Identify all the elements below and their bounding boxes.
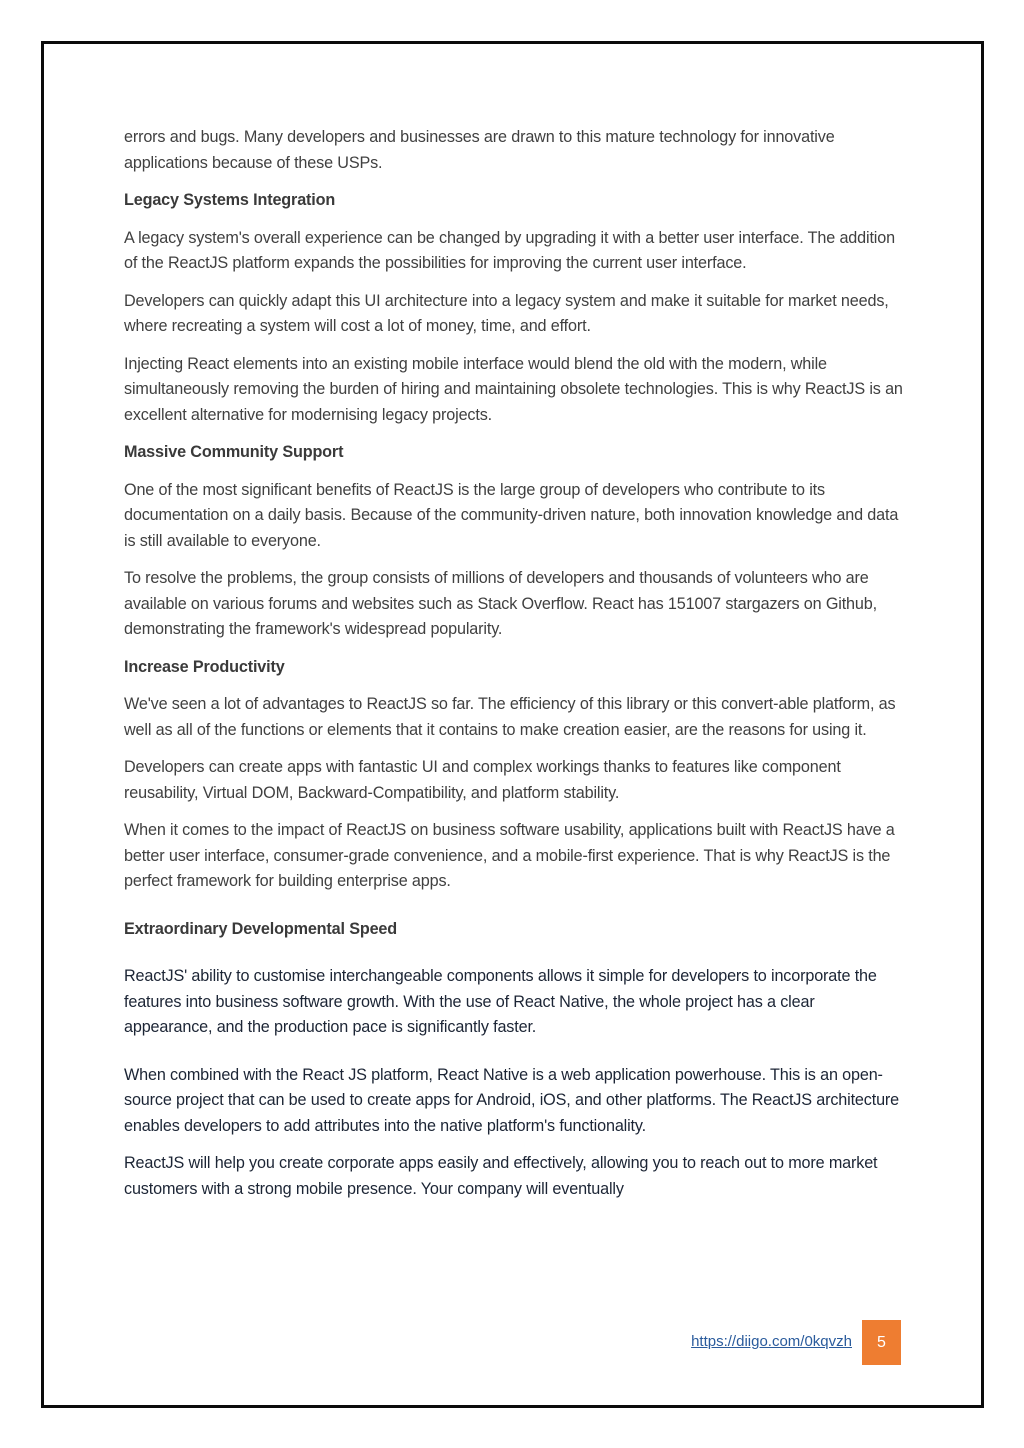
paragraph: We've seen a lot of advantages to ReactJS so far. The efficiency of this library or this convert-able platform, as well as all of the functions or elements that it contains to make creation easier, are the reasons for using it. <box>124 695 896 739</box>
section-heading-legacy-systems: Legacy Systems Integration <box>124 191 336 209</box>
section-heading-productivity: Increase Productivity <box>124 657 285 676</box>
paragraph: One of the most significant benefits of ReactJS is the large group of developers who contribute to its documentation on a daily basis. Because of the community-driven nature, both innovation knowledge and data is still available to everyone. <box>124 480 899 550</box>
page-footer <box>0 1320 1024 1366</box>
section-heading-development-speed: Extraordinary Developmental Speed <box>124 919 398 938</box>
paragraph: When it comes to the impact of ReactJS on business software usability, applications built with ReactJS have a better user interface, consumer-grade convenience, and a mobile-first experience. That is why ReactJS is the perfect framework for building enterprise apps. <box>124 821 895 890</box>
paragraph: Developers can quickly adapt this UI architecture into a legacy system and make it suitable for market needs, where recreating a system will cost a lot of money, time, and effort. <box>124 291 889 335</box>
paragraph: Injecting React elements into an existing mobile interface would blend the old with the modern, while simultaneously removing the burden of hiring and maintaining obsolete technologies. This is why ReactJS is an excellent alternative for modernising legacy projects. <box>124 354 903 424</box>
paragraph: A legacy system's overall experience can be changed by upgrading it with a better user interface. The addition of the ReactJS platform expands the possibilities for improving the current user interface. <box>124 228 895 272</box>
paragraph: ReactJS' ability to customise interchangeable components allows it simple for developers to incorporate the features into business software growth. With the use of React Native, the whole project has a clear appearance, and the production pace is significantly faster. <box>124 967 877 1036</box>
page-number-badge: 5 <box>862 1320 901 1365</box>
paragraph: ReactJS will help you create corporate apps easily and effectively, allowing you to reach out to more market customers with a strong mobile presence. Your company will eventually <box>124 1154 878 1198</box>
paragraph: When combined with the React JS platform, React Native is a web application powerhouse. This is an open-source project that can be used to create apps for Android, iOS, and other platforms. The ReactJS architecture enables developers to add attributes into the native platform's functionality. <box>124 1065 900 1135</box>
paragraph: Developers can create apps with fantastic UI and complex workings thanks to features like component reusability, Virtual DOM, Backward-Compatibility, and platform stability. <box>124 758 841 802</box>
paragraph: errors and bugs. Many developers and businesses are drawn to this mature technology for innovative applications because of these USPs. <box>124 128 835 172</box>
document-body <box>124 125 904 1214</box>
footer-link[interactable]: https://diigo.com/0kqvzh <box>691 1333 852 1350</box>
paragraph: To resolve the problems, the group consists of millions of developers and thousands of volunteers who are available on various forums and websites such as Stack Overflow. React has 151007 stargazers on Github, demonstrating the framework's widespread popularity. <box>124 569 877 638</box>
section-heading-community-support: Massive Community Support <box>124 443 344 461</box>
